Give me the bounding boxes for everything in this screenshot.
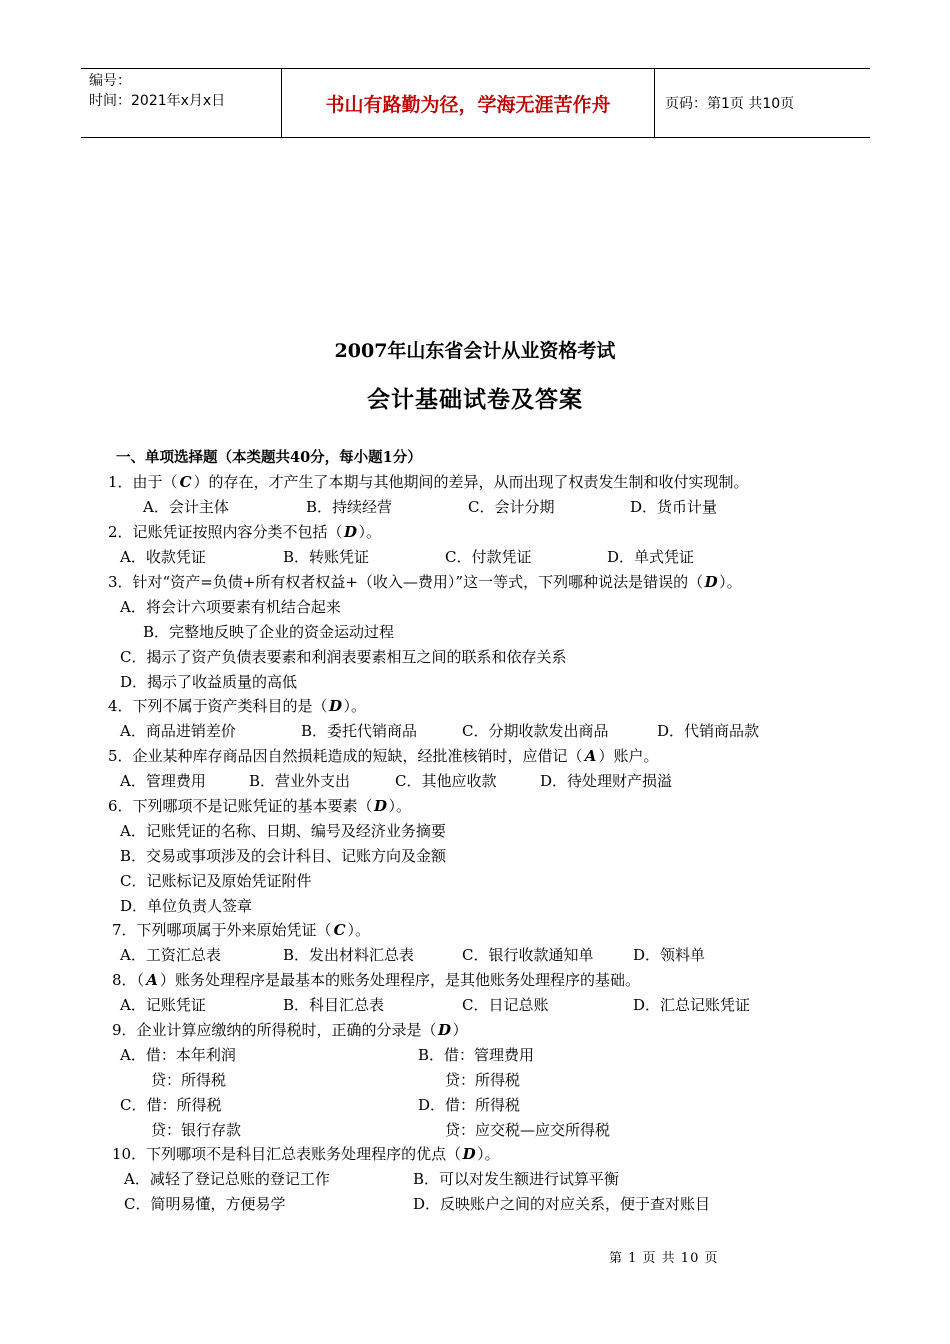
answer-3: D <box>704 573 718 591</box>
option: B．科目汇总表 <box>283 996 385 1014</box>
option: 贷：银行存款 <box>151 1121 242 1139</box>
option: D．待处理财产损溢 <box>540 772 673 790</box>
header-motto: 书山有路勤为径，学海无涯苦作舟 <box>282 69 655 137</box>
question-7: 7．下列哪项属于外来原始凭证（ C ）。 <box>112 921 371 939</box>
answer-1: C <box>179 473 192 491</box>
option: B．营业外支出 <box>249 772 351 790</box>
question-2: 2．记账凭证按照内容分类不包括（D ）。 <box>108 523 382 541</box>
option: B．持续经营 <box>306 498 393 516</box>
option: A．管理费用 <box>120 772 206 790</box>
option: C．揭示了资产负债表要素和利润表要素相互之间的联系和依存关系 <box>120 648 567 666</box>
option: D．单式凭证 <box>607 548 695 566</box>
option: A．会计主体 <box>143 498 229 516</box>
option: 贷：应交税—应交所得税 <box>445 1121 611 1139</box>
question-6: 6．下列哪项不是记账凭证的基本要素（D ）。 <box>108 797 412 815</box>
answer-8: A <box>146 971 158 989</box>
option: A．记账凭证 <box>120 996 206 1014</box>
option: D．汇总记账凭证 <box>633 996 751 1014</box>
document-subtitle: 会计基础试卷及答案 <box>367 386 583 413</box>
answer-7: C <box>333 921 346 939</box>
option: C．日记总账 <box>462 996 549 1014</box>
header-meta <box>81 69 282 137</box>
question-1: 1．由于（ C ）的存在，才产生了本期与其他期间的差异，从而出现了权责发生制和收付实现制。 <box>108 473 749 491</box>
option: 贷：所得税 <box>445 1071 521 1089</box>
option: C．其他应收款 <box>395 772 497 790</box>
header-page-info: 页码：第1页 共10页 <box>665 96 795 112</box>
option: C．分期收款发出商品 <box>462 722 609 740</box>
option: D．揭示了收益质量的高低 <box>120 673 298 691</box>
option: B．交易或事项涉及的会计科目、记账方向及金额 <box>120 847 447 865</box>
number-label: 编号： <box>89 73 131 89</box>
option: D．借：所得税 <box>418 1096 521 1114</box>
answer-4: D <box>329 697 343 715</box>
question-4: 4．下列不属于资产类科目的是（D ）。 <box>108 697 367 715</box>
option: B．借：管理费用 <box>418 1046 535 1064</box>
page-footer: 第 1 页 共 10 页 <box>609 1251 719 1266</box>
question-5: 5．企业某种库存商品因自然损耗造成的短缺，经批准核销时，应借记（ A ）账户。 <box>108 747 659 765</box>
option: A．记账凭证的名称、日期、编号及经济业务摘要 <box>120 822 446 840</box>
answer-10: D <box>462 1145 476 1163</box>
option: D．反映账户之间的对应关系，便于查对账目 <box>413 1195 711 1213</box>
document-title: 2007年山东省会计从业资格考试 <box>334 340 616 362</box>
option: D．领料单 <box>633 946 706 964</box>
option: A．借：本年利润 <box>120 1046 236 1064</box>
option: B．委托代销商品 <box>301 722 418 740</box>
option: C．记账标记及原始凭证附件 <box>120 872 312 890</box>
option: A．收款凭证 <box>120 548 206 566</box>
question-10: 10．下列哪项不是科目汇总表账务处理程序的优点（D ）。 <box>112 1145 500 1163</box>
page-header <box>81 68 870 138</box>
option: C．付款凭证 <box>445 548 532 566</box>
option: D．货币计量 <box>630 498 718 516</box>
option: A．工资汇总表 <box>120 946 221 964</box>
answer-5: A <box>584 747 597 765</box>
option: C．借：所得税 <box>120 1096 222 1114</box>
option: D．代销商品款 <box>657 722 760 740</box>
option: C．银行收款通知单 <box>462 946 594 964</box>
question-9: 9．企业计算应缴纳的所得税时，正确的分录是（D ） <box>112 1021 468 1039</box>
question-3: 3．针对“资产=负债+所有权者权益+（收入—费用）”这一等式，下列哪种说法是错误的（D ）。 <box>108 573 742 591</box>
answer-6: D <box>374 797 388 815</box>
option: A．商品进销差价 <box>120 722 236 740</box>
question-8: 8．（ A ）账务处理程序是最基本的账务处理程序，是其他账务处理程序的基础。 <box>112 971 641 989</box>
section-heading: 一、单项选择题（本类题共40分，每小题1分） <box>116 449 422 466</box>
time-label: 时间：2021年x月x日 <box>89 93 226 109</box>
option: B．完整地反映了企业的资金运动过程 <box>143 623 395 641</box>
answer-9: D <box>438 1021 452 1039</box>
option: B．发出材料汇总表 <box>283 946 415 964</box>
option: A．减轻了登记总账的登记工作 <box>124 1170 330 1188</box>
option: 贷：所得税 <box>151 1071 227 1089</box>
option: B．转账凭证 <box>283 548 370 566</box>
option: C．会计分期 <box>468 498 555 516</box>
option: B．可以对发生额进行试算平衡 <box>413 1170 620 1188</box>
answer-2: D <box>344 523 358 541</box>
option: D．单位负责人签章 <box>120 897 253 915</box>
option: A．将会计六项要素有机结合起来 <box>120 598 341 616</box>
option: C．简明易懂，方便易学 <box>124 1195 286 1213</box>
